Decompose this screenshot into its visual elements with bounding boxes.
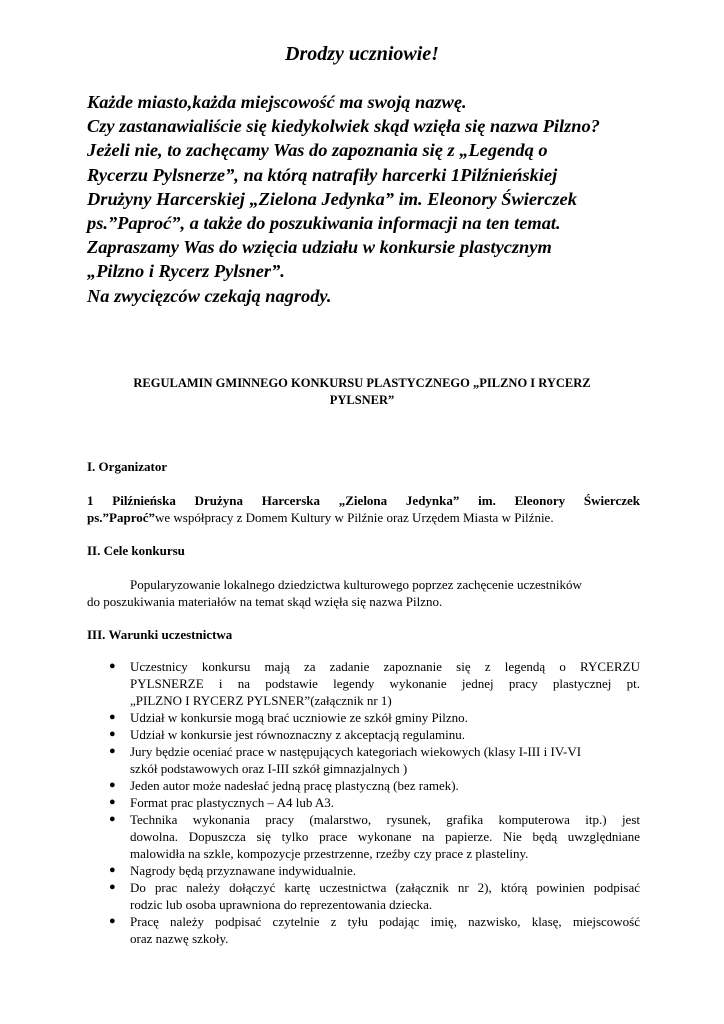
list-item-line: Jeden autor może nadesłać jedną pracę plastyczną (bez ramek). [130,778,459,793]
section-conditions-heading: III. Warunki uczestnictwa [87,627,233,642]
list-item [87,794,640,811]
organizer-pseudonym: ps.”Paproć” [87,510,156,525]
intro-line: Rycerzu Pylsnerze”, na którą natrafiły harcerki 1Pilźnieńskiej [87,164,558,185]
list-item [87,658,640,709]
bullet-icon: ● [109,728,116,740]
list-item-line: malowidła na szkle, kompozycje przestrzenne, rzeźby czy prace z plasteliny. [130,846,529,861]
list-item-line: Do prac należy dołączyć kartę uczestnictwa (załącznik nr 2), którą powinien podpisać [130,880,640,895]
list-item-line: rodzic lub osoba uprawniona do reprezentowania dziecka. [130,897,433,912]
list-item-line: dowolna. Dopuszcza się tylko prace wykonane na papierze. Nie będą uwzględniane [130,829,640,844]
conditions-list [87,658,640,947]
list-item-line: Uczestnicy konkursu mają za zadanie zapoznanie się z legendą o RYCERZU [130,659,640,674]
list-item [87,811,640,862]
list-item [87,709,640,726]
list-item-line: Technika wykonania pracy (malarstwo, rysunek, grafika komputerowa itp.) jest [130,812,640,827]
section-organizer-text [87,492,640,526]
intro-line: Jeżeli nie, to zachęcamy Was do zapoznania się z „Legendą o [87,140,548,161]
section-organizer-heading: I. Organizator [87,459,168,474]
list-item-line: Udział w konkursie mogą brać uczniowie ze szkół gminy Pilzno. [130,710,468,725]
list-item [87,879,640,913]
organizer-cooperation: we współpracy z Domem Kultury w Pilźnie oraz Urzędem Miasta w Pilźnie. [155,510,554,525]
regulation-title-line: REGULAMIN GMINNEGO KONKURSU PLASTYCZNEGO „PILZNO I RYCERZ [133,376,591,390]
list-item-line: Udział w konkursie jest równoznaczny z akceptacją regulaminu. [130,727,465,742]
bullet-icon: ● [109,813,116,825]
organizer-line [87,509,640,526]
list-item-line: Pracę należy podpisać czytelnie z tyłu podając imię, nazwisko, klasę, miejscowość [130,914,640,929]
intro-line: Na zwycięzców czekają nagrody. [87,285,332,306]
bullet-icon: ● [109,660,116,672]
regulation-title-line: PYLSNER” [329,393,395,407]
section-goals-heading: II. Cele konkursu [87,543,185,558]
bullet-icon: ● [109,864,116,876]
intro-line: „Pilzno i Rycerz Pylsner”. [87,261,285,282]
list-item-line: szkół podstawowych oraz I-III szkół gimnazjalnych ) [130,761,408,776]
intro-line: Każde miasto,każda miejscowość ma swoją nazwę. [87,92,467,112]
regulation-title [80,375,644,409]
list-item-line: Nagrody będą przyznawane indywidualnie. [130,863,356,878]
list-item [87,743,640,777]
list-item [87,726,640,743]
goals-line: Popularyzowanie lokalnego dziedzictwa kulturowego poprzez zachęcenie uczestników [130,577,582,592]
bullet-icon: ● [109,915,116,927]
list-item-line: oraz nazwę szkoły. [130,931,229,946]
bullet-icon: ● [109,796,116,808]
list-item-line: Format prac plastycznych – A4 lub A3. [130,795,334,810]
list-item [87,913,640,947]
intro-line: Drużyny Harcerskiej „Zielona Jedynka” im. Eleonory Świerczek [87,188,577,209]
intro-line: ps.”Paproć”, a także do poszukiwania informacji na ten temat. [87,213,561,234]
bullet-icon: ● [109,745,116,757]
bullet-icon: ● [109,711,116,723]
list-item-line: PYLSNERZE i na podstawie legendy wykonanie jednej pracy plastycznej pt. [130,676,640,691]
list-item-line: „PILZNO I RYCERZ PYLSNER”(załącznik nr 1) [130,693,392,708]
intro-paragraph [87,90,687,308]
greeting-heading: Drodzy uczniowie! [285,43,439,65]
goals-line: do poszukiwania materiałów na temat skąd wzięła się nazwa Pilzno. [87,594,443,609]
list-item-line: Jury będzie oceniać prace w następujących kategoriach wiekowych (klasy I-III i IV-VI [130,744,582,759]
list-item [87,862,640,879]
bullet-icon: ● [109,779,116,791]
intro-line: Zapraszamy Was do wzięcia udziału w konkursie plastycznym [87,237,552,258]
bullet-icon: ● [109,881,116,893]
list-item [87,777,640,794]
section-goals-text [87,576,640,610]
organizer-line: 1 Pilźnieńska Drużyna Harcerska „Zielona Jedynka” im. Eleonory Świerczek [87,493,640,508]
intro-line: Czy zastanawialiście się kiedykolwiek skąd wzięła się nazwa Pilzno? [87,116,600,137]
